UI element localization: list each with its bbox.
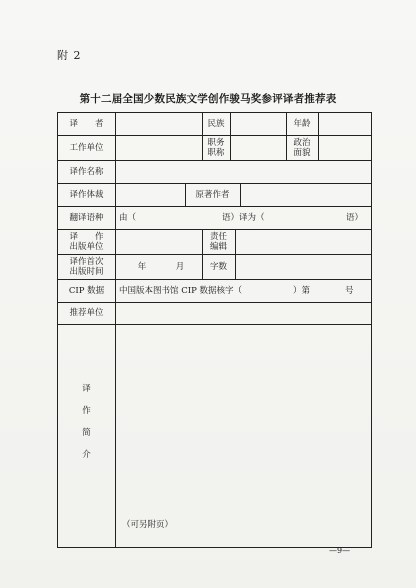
intro-char: 简: [82, 428, 91, 438]
first-publication-label: [58, 254, 115, 279]
cip-number: ）第: [293, 285, 311, 296]
genre-label: 译作体裁: [69, 189, 104, 200]
publisher-line1: 译 作: [69, 231, 104, 242]
column-divider: [240, 183, 241, 206]
editor-line1: 责任: [209, 231, 227, 242]
form-title: 第十二届全国少数民族文学创作骏马奖参评译者推荐表: [79, 93, 337, 105]
work-title-label: 译作名称: [69, 166, 104, 177]
political-line1: 政治: [293, 137, 311, 148]
firstpub-line1: 译作首次: [69, 256, 104, 267]
publisher-label: [58, 229, 115, 254]
column-divider: [235, 229, 236, 279]
month-label: 月: [175, 261, 185, 272]
recommend-unit-label: 推荐单位: [69, 308, 104, 318]
editor-line2: 编辑: [209, 241, 227, 252]
attachment-label: 附 2: [57, 49, 82, 62]
translator-label: 译 者: [69, 119, 104, 129]
position-line1: 职务: [207, 137, 225, 148]
original-author-label: 原著作者: [195, 189, 230, 200]
intro-char: 作: [82, 406, 91, 416]
cip-label: CIP 数据: [68, 285, 105, 296]
firstpub-line2: 出版时间: [69, 266, 104, 277]
political-line2: 面貌: [293, 147, 311, 158]
intro-char: 译: [82, 384, 91, 394]
publisher-line2: 出版单位: [69, 241, 104, 252]
recommendation-form-table: [57, 112, 372, 548]
position-line2: 职称: [207, 147, 225, 158]
ethnicity-label: 民族: [207, 119, 225, 129]
language-middle: 语）译为（: [222, 212, 265, 223]
column-divider: [115, 113, 116, 547]
political-status-label: [286, 135, 318, 160]
age-label: 年龄: [293, 119, 311, 129]
editor-label: [202, 229, 235, 254]
cip-hao: 号: [345, 285, 354, 296]
intro-char: 介: [82, 450, 91, 460]
wordcount-label: 字数: [209, 261, 227, 272]
language-from: 由（: [119, 212, 137, 223]
position-title-label: [202, 135, 230, 160]
row-divider: [58, 324, 371, 325]
page-number: —9—: [329, 546, 351, 555]
column-divider: [230, 113, 231, 160]
language-label: 翻译语种: [69, 212, 104, 223]
work-unit-label: 工作单位: [69, 142, 104, 153]
extra-pages-note: （可另附页）: [122, 520, 174, 530]
language-end: 语）: [346, 212, 364, 223]
column-divider: [318, 113, 319, 160]
year-label: 年: [137, 261, 147, 272]
cip-text: 中国版本图书馆 CIP 数据核字（: [119, 285, 242, 296]
